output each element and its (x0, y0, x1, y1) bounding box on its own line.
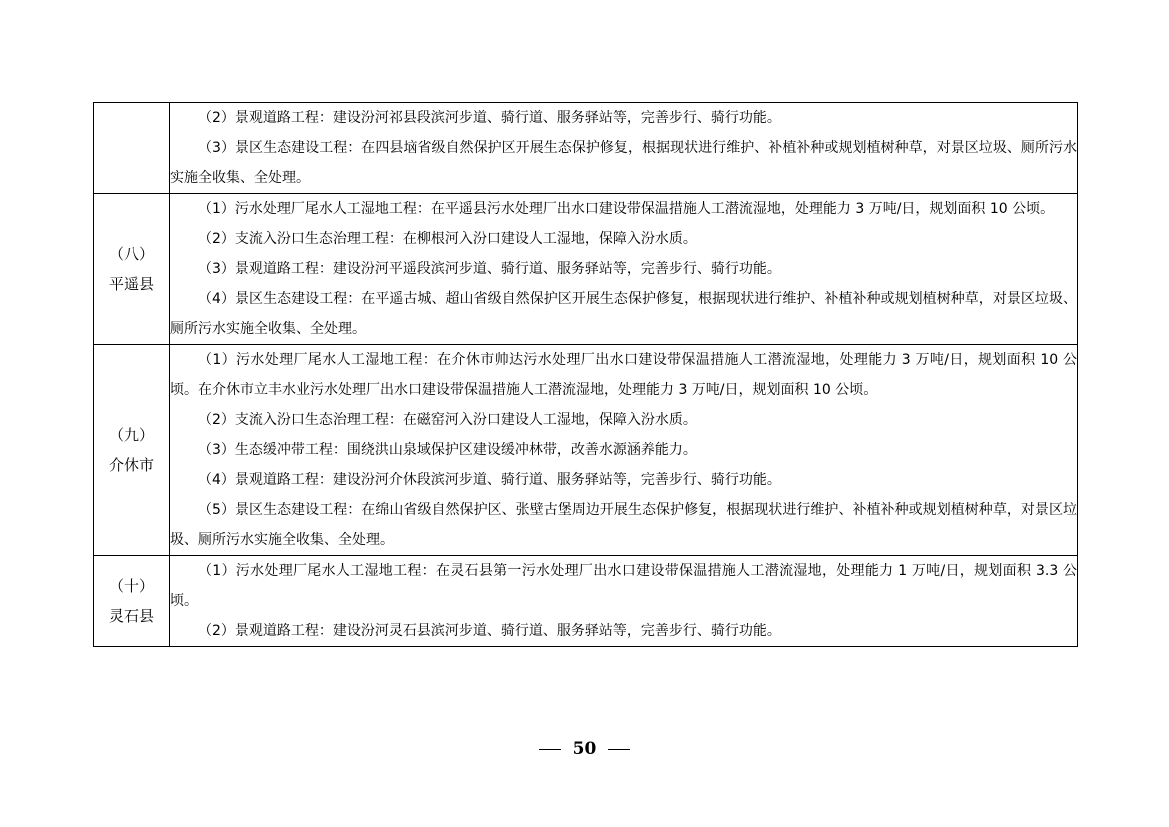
project-list-cell (170, 345, 1078, 556)
project-item: （1）污水处理厂尾水人工湿地工程：在灵石县第一污水处理厂出水口建设带保温措施人工潜流湿地，处理能力 1 万吨/日，规划面积 3.3 公顷。 (170, 563, 1077, 609)
project-list-cell (170, 556, 1078, 647)
table-body (94, 103, 1078, 647)
table-row (94, 345, 1078, 556)
region-name: 介休市 (108, 456, 154, 474)
project-list-cell (170, 103, 1078, 194)
project-list-cell (170, 194, 1078, 345)
project-item: （3）景观道路工程：建设汾河平遥段滨河步道、骑行道、服务驿站等，完善步行、骑行功能。 (198, 261, 781, 277)
project-item: （3）景区生态建设工程：在四县垴省级自然保护区开展生态保护修复，根据现状进行维护、补植补种或规划植树种草，对景区垃圾、厕所污水实施全收集、全处理。 (170, 140, 1077, 186)
region-name: 平遥县 (108, 275, 154, 293)
project-item: （2）支流入汾口生态治理工程：在磁窑河入汾口建设人工湿地，保障入汾水质。 (198, 412, 697, 428)
page-number: 50 (572, 739, 597, 759)
page-footer (0, 739, 1169, 759)
table-row (94, 103, 1078, 194)
region-cell (94, 194, 170, 345)
region-cell (94, 345, 170, 556)
project-item: （1）污水处理厂尾水人工湿地工程：在介休市帅达污水处理厂出水口建设带保温措施人工潜流湿地，处理能力 3 万吨/日，规划面积 10 公顷。在介休市立丰水业污水处理厂出水口建设带保温措施人工潜流湿地，处理能力 3 万吨/日，规划面积 10 公顷。 (170, 352, 1077, 398)
project-item: （2）景观道路工程：建设汾河祁县段滨河步道、骑行道、服务驿站等，完善步行、骑行功能。 (198, 110, 781, 126)
project-item: （4）景区生态建设工程：在平遥古城、超山省级自然保护区开展生态保护修复，根据现状进行维护、补植补种或规划植树种草，对景区垃圾、厕所污水实施全收集、全处理。 (170, 291, 1077, 337)
project-item: （4）景观道路工程：建设汾河介休段滨河步道、骑行道、服务驿站等，完善步行、骑行功能。 (198, 472, 781, 488)
table-row (94, 556, 1078, 647)
project-item: （1）污水处理厂尾水人工湿地工程：在平遥县污水处理厂出水口建设带保温措施人工潜流湿地，处理能力 3 万吨/日，规划面积 10 公顷。 (198, 201, 1055, 217)
region-name: 灵石县 (108, 607, 154, 625)
projects-table (93, 102, 1078, 647)
region-number: （八） (108, 245, 154, 263)
footer-dash-right (608, 749, 630, 750)
project-item: （5）景区生态建设工程：在绵山省级自然保护区、张壁古堡周边开展生态保护修复，根据现状进行维护、补植补种或规划植树种草，对景区垃圾、厕所污水实施全收集、全处理。 (170, 502, 1077, 548)
region-cell (94, 103, 170, 194)
project-item: （2）支流入汾口生态治理工程：在柳根河入汾口建设人工湿地，保障入汾水质。 (198, 231, 697, 247)
project-item: （2）景观道路工程：建设汾河灵石县滨河步道、骑行道、服务驿站等，完善步行、骑行功能。 (198, 623, 781, 639)
footer-dash-left (539, 749, 561, 750)
region-cell (94, 556, 170, 647)
region-number: （九） (108, 426, 154, 444)
table-row (94, 194, 1078, 345)
region-number: （十） (108, 577, 154, 595)
project-item: （3）生态缓冲带工程：围绕洪山泉域保护区建设缓冲林带，改善水源涵养能力。 (198, 442, 697, 458)
